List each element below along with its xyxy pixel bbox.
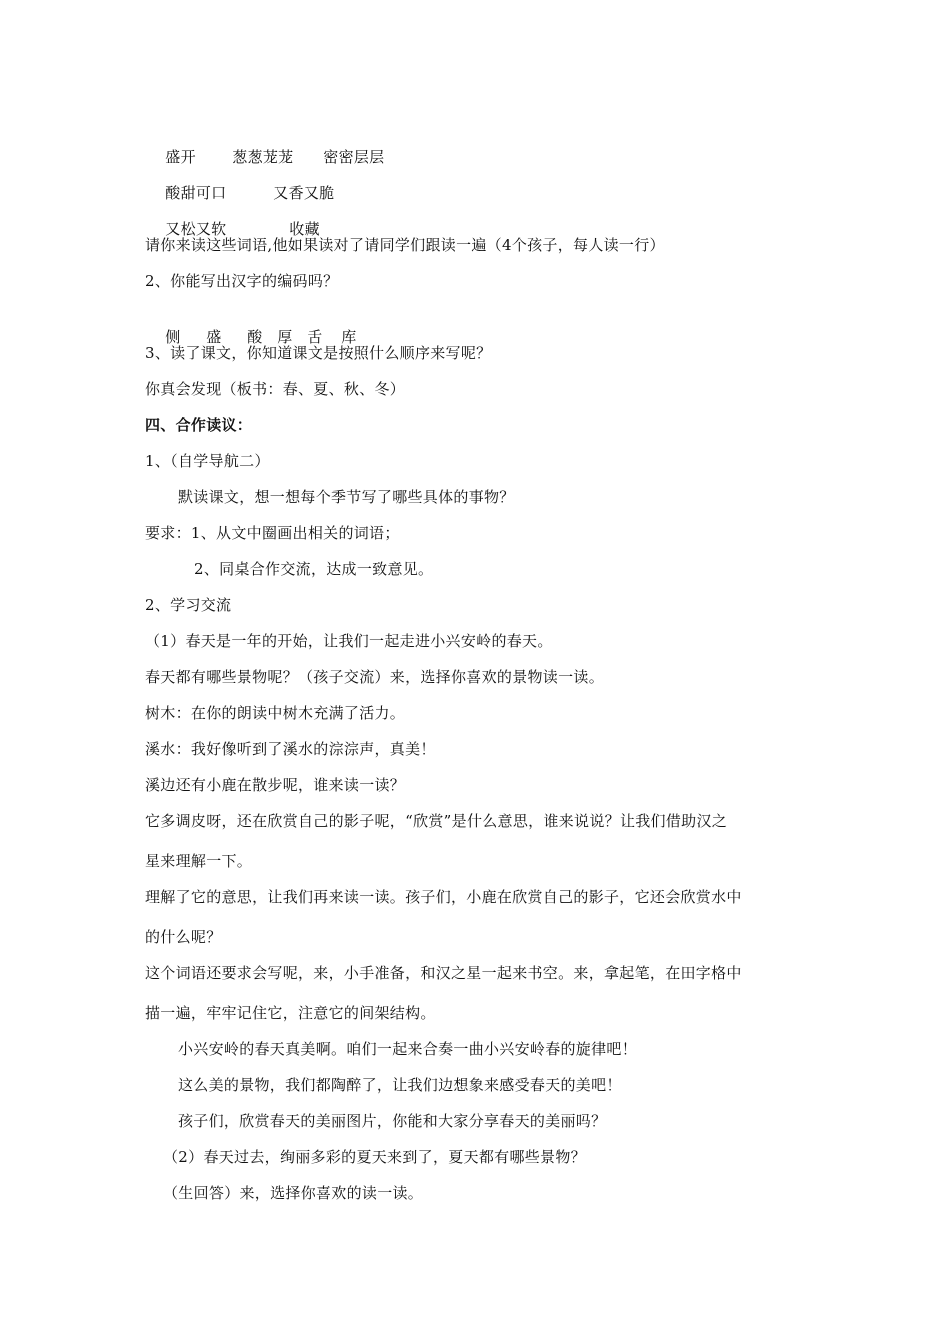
character: 厚 (277, 328, 293, 346)
vocab-word: 又香又脆 (273, 184, 335, 202)
text-line: （2）春天过去，绚丽多彩的夏天来到了，夏天都有哪些景物？ (163, 1148, 586, 1166)
text-line: 溪边还有小鹿在散步呢，谁来读一读？ (145, 776, 406, 794)
character: 酸 (247, 328, 263, 346)
text-line: 2、同桌合作交流，达成一致意见。 (194, 560, 434, 578)
text-line: 这个词语还要求会写呢，来，小手准备，和汉之星一起来书空。来，拿起笔，在田字格中 (145, 964, 742, 982)
vocab-word: 盛开 (165, 148, 196, 166)
text-line: 2、学习交流 (145, 596, 232, 614)
text-line: 星来理解一下。 (145, 852, 253, 870)
text-line: 理解了它的意思，让我们再来读一读。孩子们，小鹿在欣赏自己的影子，它还会欣赏水中 (145, 888, 742, 906)
text-line: 2、你能写出汉字的编码吗？ (145, 272, 339, 290)
text-line: 要求：1、从文中圈画出相关的词语； (145, 524, 400, 542)
text-line: 描一遍，牢牢记住它，注意它的间架结构。 (145, 1004, 436, 1022)
vocab-word: 收藏 (289, 220, 320, 238)
text-line: 溪水：我好像听到了溪水的淙淙声，真美！ (145, 740, 436, 758)
text-line: 小兴安岭的春天真美啊。咱们一起来合奏一曲小兴安岭春的旋律吧！ (178, 1040, 638, 1058)
text-line: 请你来读这些词语,他如果读对了请同学们跟读一遍（4个孩子，每人读一行） (145, 236, 665, 254)
text-line: 3、读了课文，你知道课文是按照什么顺序来写呢？ (145, 344, 492, 362)
text-line: 的什么呢？ (145, 928, 222, 946)
text-line: 它多调皮呀，还在欣赏自己的影子呢，“欣赏”是什么意思，谁来说说？让我们借助汉之 (145, 812, 728, 830)
vocab-word: 又松又软 (165, 220, 227, 238)
vocab-word: 酸甜可口 (165, 184, 227, 202)
text-line: 孩子们，欣赏春天的美丽图片，你能和大家分享春天的美丽吗？ (178, 1112, 607, 1130)
text-line: （生回答）来，选择你喜欢的读一读。 (163, 1184, 424, 1202)
text-line: 默读课文，想一想每个季节写了哪些具体的事物？ (178, 488, 515, 506)
text-line: （1）春天是一年的开始，让我们一起走进小兴安岭的春天。 (145, 632, 553, 650)
text-line: 这么美的景物，我们都陶醉了，让我们边想象来感受春天的美吧！ (178, 1076, 622, 1094)
text-line: 春天都有哪些景物呢？（孩子交流）来，选择你喜欢的景物读一读。 (145, 668, 605, 686)
vocab-word: 密密层层 (323, 148, 385, 166)
text-line: 你真会发现（板书：春、夏、秋、冬） (145, 380, 406, 398)
character: 库 (341, 328, 357, 346)
vocab-word: 葱葱茏茏 (232, 148, 294, 166)
section-heading: 四、合作读议： (145, 416, 253, 434)
text-line: 树木：在你的朗读中树木充满了活力。 (145, 704, 406, 722)
character: 侧 (165, 328, 181, 346)
text-line: 1、（自学导航二） (145, 452, 270, 470)
character: 舌 (307, 328, 323, 346)
character: 盛 (206, 328, 222, 346)
